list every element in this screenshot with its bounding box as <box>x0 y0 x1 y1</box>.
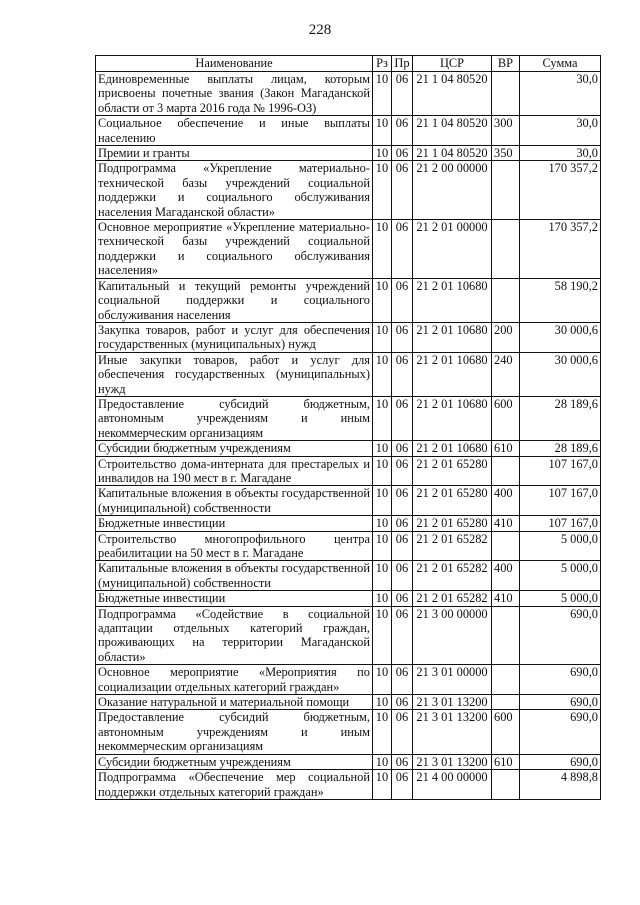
row-sum: 107 167,0 <box>520 456 601 486</box>
row-rz: 10 <box>373 710 392 754</box>
row-name: Субсидии бюджетным учреждениям <box>96 441 373 456</box>
row-name: Подпрограмма «Укрепление материально-технической базы учреждений социальной поддержки и социального обслуживания населения Магаданской области» <box>96 161 373 220</box>
row-vr: 200 <box>492 322 520 352</box>
table-row <box>96 710 601 754</box>
row-rz: 10 <box>373 72 392 116</box>
row-csr: 21 4 00 00000 <box>413 770 492 800</box>
table-row <box>96 591 601 606</box>
row-name: Социальное обеспечение и иные выплаты населению <box>96 116 373 146</box>
row-name: Капитальные вложения в объекты государственной (муниципальной) собственности <box>96 561 373 591</box>
table-row <box>96 322 601 352</box>
row-pr: 06 <box>392 116 413 146</box>
row-pr: 06 <box>392 161 413 220</box>
row-csr: 21 2 01 10680 <box>413 278 492 322</box>
row-sum: 30,0 <box>520 72 601 116</box>
row-rz: 10 <box>373 352 392 396</box>
row-csr: 21 3 01 13200 <box>413 710 492 754</box>
budget-table <box>95 55 601 800</box>
row-pr: 06 <box>392 352 413 396</box>
row-name: Подпрограмма «Содействие в социальной адаптации отдельных категорий граждан, проживающих на территории Магаданской области» <box>96 606 373 665</box>
row-pr: 06 <box>392 665 413 695</box>
row-vr: 240 <box>492 352 520 396</box>
row-rz: 10 <box>373 770 392 800</box>
row-csr: 21 2 01 10680 <box>413 322 492 352</box>
row-sum: 170 357,2 <box>520 220 601 279</box>
row-pr: 06 <box>392 606 413 665</box>
row-rz: 10 <box>373 531 392 561</box>
row-csr: 21 2 01 10680 <box>413 396 492 440</box>
table-header-row <box>96 56 601 72</box>
row-name: Основное мероприятие «Мероприятия по социализации отдельных категорий граждан» <box>96 665 373 695</box>
row-rz: 10 <box>373 116 392 146</box>
header-pr: Пр <box>392 56 413 72</box>
row-csr: 21 2 01 10680 <box>413 441 492 456</box>
row-vr <box>492 72 520 116</box>
row-sum: 5 000,0 <box>520 591 601 606</box>
row-csr: 21 2 01 10680 <box>413 352 492 396</box>
table-row <box>96 146 601 161</box>
row-name: Субсидии бюджетным учреждениям <box>96 754 373 769</box>
row-rz: 10 <box>373 161 392 220</box>
row-rz: 10 <box>373 754 392 769</box>
row-vr <box>492 220 520 279</box>
table-row <box>96 516 601 531</box>
row-vr: 300 <box>492 116 520 146</box>
row-name: Предоставление субсидий бюджетным, автономным учреждениям и иным некоммерческим организациям <box>96 710 373 754</box>
row-rz: 10 <box>373 561 392 591</box>
row-name: Единовременные выплаты лицам, которым присвоены почетные звания (Закон Магаданской области от 3 марта 2016 года № 1996-ОЗ) <box>96 72 373 116</box>
row-sum: 107 167,0 <box>520 516 601 531</box>
table-row <box>96 531 601 561</box>
row-csr: 21 2 00 00000 <box>413 161 492 220</box>
row-csr: 21 3 01 13200 <box>413 695 492 710</box>
row-pr: 06 <box>392 72 413 116</box>
row-sum: 170 357,2 <box>520 161 601 220</box>
row-rz: 10 <box>373 220 392 279</box>
row-vr <box>492 531 520 561</box>
row-rz: 10 <box>373 606 392 665</box>
row-name: Бюджетные инвестиции <box>96 516 373 531</box>
row-csr: 21 2 01 65280 <box>413 486 492 516</box>
row-csr: 21 1 04 80520 <box>413 146 492 161</box>
row-pr: 06 <box>392 695 413 710</box>
row-vr <box>492 456 520 486</box>
row-pr: 06 <box>392 322 413 352</box>
row-rz: 10 <box>373 486 392 516</box>
row-sum: 30 000,6 <box>520 352 601 396</box>
row-vr <box>492 695 520 710</box>
row-name: Оказание натуральной и материальной помощи <box>96 695 373 710</box>
row-pr: 06 <box>392 396 413 440</box>
row-name: Бюджетные инвестиции <box>96 591 373 606</box>
row-sum: 4 898,8 <box>520 770 601 800</box>
row-csr: 21 2 01 65280 <box>413 516 492 531</box>
row-csr: 21 2 01 65280 <box>413 456 492 486</box>
row-sum: 107 167,0 <box>520 486 601 516</box>
table-row <box>96 352 601 396</box>
row-sum: 30,0 <box>520 146 601 161</box>
row-pr: 06 <box>392 456 413 486</box>
row-csr: 21 2 01 65282 <box>413 561 492 591</box>
row-vr: 410 <box>492 591 520 606</box>
row-pr: 06 <box>392 516 413 531</box>
row-pr: 06 <box>392 220 413 279</box>
table-row <box>96 456 601 486</box>
row-vr <box>492 770 520 800</box>
row-pr: 06 <box>392 278 413 322</box>
row-pr: 06 <box>392 441 413 456</box>
row-vr: 410 <box>492 516 520 531</box>
table-row <box>96 695 601 710</box>
header-rz: Рз <box>373 56 392 72</box>
row-pr: 06 <box>392 710 413 754</box>
table-row <box>96 396 601 440</box>
row-sum: 5 000,0 <box>520 531 601 561</box>
row-csr: 21 2 01 00000 <box>413 220 492 279</box>
row-rz: 10 <box>373 322 392 352</box>
table-row <box>96 220 601 279</box>
row-name: Капитальный и текущий ремонты учреждений социальной поддержки и социального обслуживания населения <box>96 278 373 322</box>
row-csr: 21 1 04 80520 <box>413 72 492 116</box>
row-csr: 21 2 01 65282 <box>413 531 492 561</box>
header-vr: ВР <box>492 56 520 72</box>
row-sum: 58 190,2 <box>520 278 601 322</box>
row-sum: 690,0 <box>520 710 601 754</box>
row-pr: 06 <box>392 561 413 591</box>
table-row <box>96 72 601 116</box>
row-name: Основное мероприятие «Укрепление материально-технической базы учреждений социальной поддержки и социального обслуживания населения» <box>96 220 373 279</box>
page-number: 228 <box>308 22 332 38</box>
row-vr: 350 <box>492 146 520 161</box>
row-vr: 610 <box>492 754 520 769</box>
row-rz: 10 <box>373 456 392 486</box>
row-rz: 10 <box>373 146 392 161</box>
row-name: Закупка товаров, работ и услуг для обеспечения государственных (муниципальных) нужд <box>96 322 373 352</box>
row-csr: 21 2 01 65282 <box>413 591 492 606</box>
table-row <box>96 161 601 220</box>
row-pr: 06 <box>392 754 413 769</box>
row-sum: 690,0 <box>520 665 601 695</box>
header-csr: ЦСР <box>413 56 492 72</box>
table-row <box>96 770 601 800</box>
row-csr: 21 3 00 00000 <box>413 606 492 665</box>
row-pr: 06 <box>392 486 413 516</box>
row-rz: 10 <box>373 695 392 710</box>
row-name: Подпрограмма «Обеспечение мер социальной поддержки отдельных категорий граждан» <box>96 770 373 800</box>
table-row <box>96 754 601 769</box>
table-row <box>96 116 601 146</box>
row-sum: 5 000,0 <box>520 561 601 591</box>
row-name: Иные закупки товаров, работ и услуг для обеспечения государственных (муниципальных) нужд <box>96 352 373 396</box>
header-name: Наименование <box>96 56 373 72</box>
row-vr <box>492 161 520 220</box>
row-vr <box>492 278 520 322</box>
row-rz: 10 <box>373 441 392 456</box>
row-rz: 10 <box>373 516 392 531</box>
row-name: Предоставление субсидий бюджетным, автономным учреждениям и иным некоммерческим организациям <box>96 396 373 440</box>
row-sum: 30,0 <box>520 116 601 146</box>
row-rz: 10 <box>373 665 392 695</box>
row-sum: 690,0 <box>520 606 601 665</box>
row-sum: 28 189,6 <box>520 396 601 440</box>
row-vr: 400 <box>492 561 520 591</box>
row-vr: 600 <box>492 396 520 440</box>
table-row <box>96 606 601 665</box>
row-csr: 21 1 04 80520 <box>413 116 492 146</box>
row-sum: 30 000,6 <box>520 322 601 352</box>
table-row <box>96 561 601 591</box>
row-rz: 10 <box>373 278 392 322</box>
row-csr: 21 3 01 00000 <box>413 665 492 695</box>
table-row <box>96 441 601 456</box>
table-row <box>96 665 601 695</box>
row-name: Премии и гранты <box>96 146 373 161</box>
row-name: Строительство многопрофильного центра реабилитации на 50 мест в г. Магадане <box>96 531 373 561</box>
table-row <box>96 486 601 516</box>
row-vr: 610 <box>492 441 520 456</box>
row-rz: 10 <box>373 396 392 440</box>
row-sum: 690,0 <box>520 695 601 710</box>
header-sum: Сумма <box>520 56 601 72</box>
row-csr: 21 3 01 13200 <box>413 754 492 769</box>
row-name: Строительство дома-интерната для престарелых и инвалидов на 190 мест в г. Магадане <box>96 456 373 486</box>
row-pr: 06 <box>392 146 413 161</box>
row-sum: 28 189,6 <box>520 441 601 456</box>
row-sum: 690,0 <box>520 754 601 769</box>
row-pr: 06 <box>392 531 413 561</box>
row-vr: 600 <box>492 710 520 754</box>
row-pr: 06 <box>392 591 413 606</box>
table-row <box>96 278 601 322</box>
row-pr: 06 <box>392 770 413 800</box>
row-vr <box>492 665 520 695</box>
row-vr: 400 <box>492 486 520 516</box>
row-name: Капитальные вложения в объекты государственной (муниципальной) собственности <box>96 486 373 516</box>
row-rz: 10 <box>373 591 392 606</box>
row-vr <box>492 606 520 665</box>
